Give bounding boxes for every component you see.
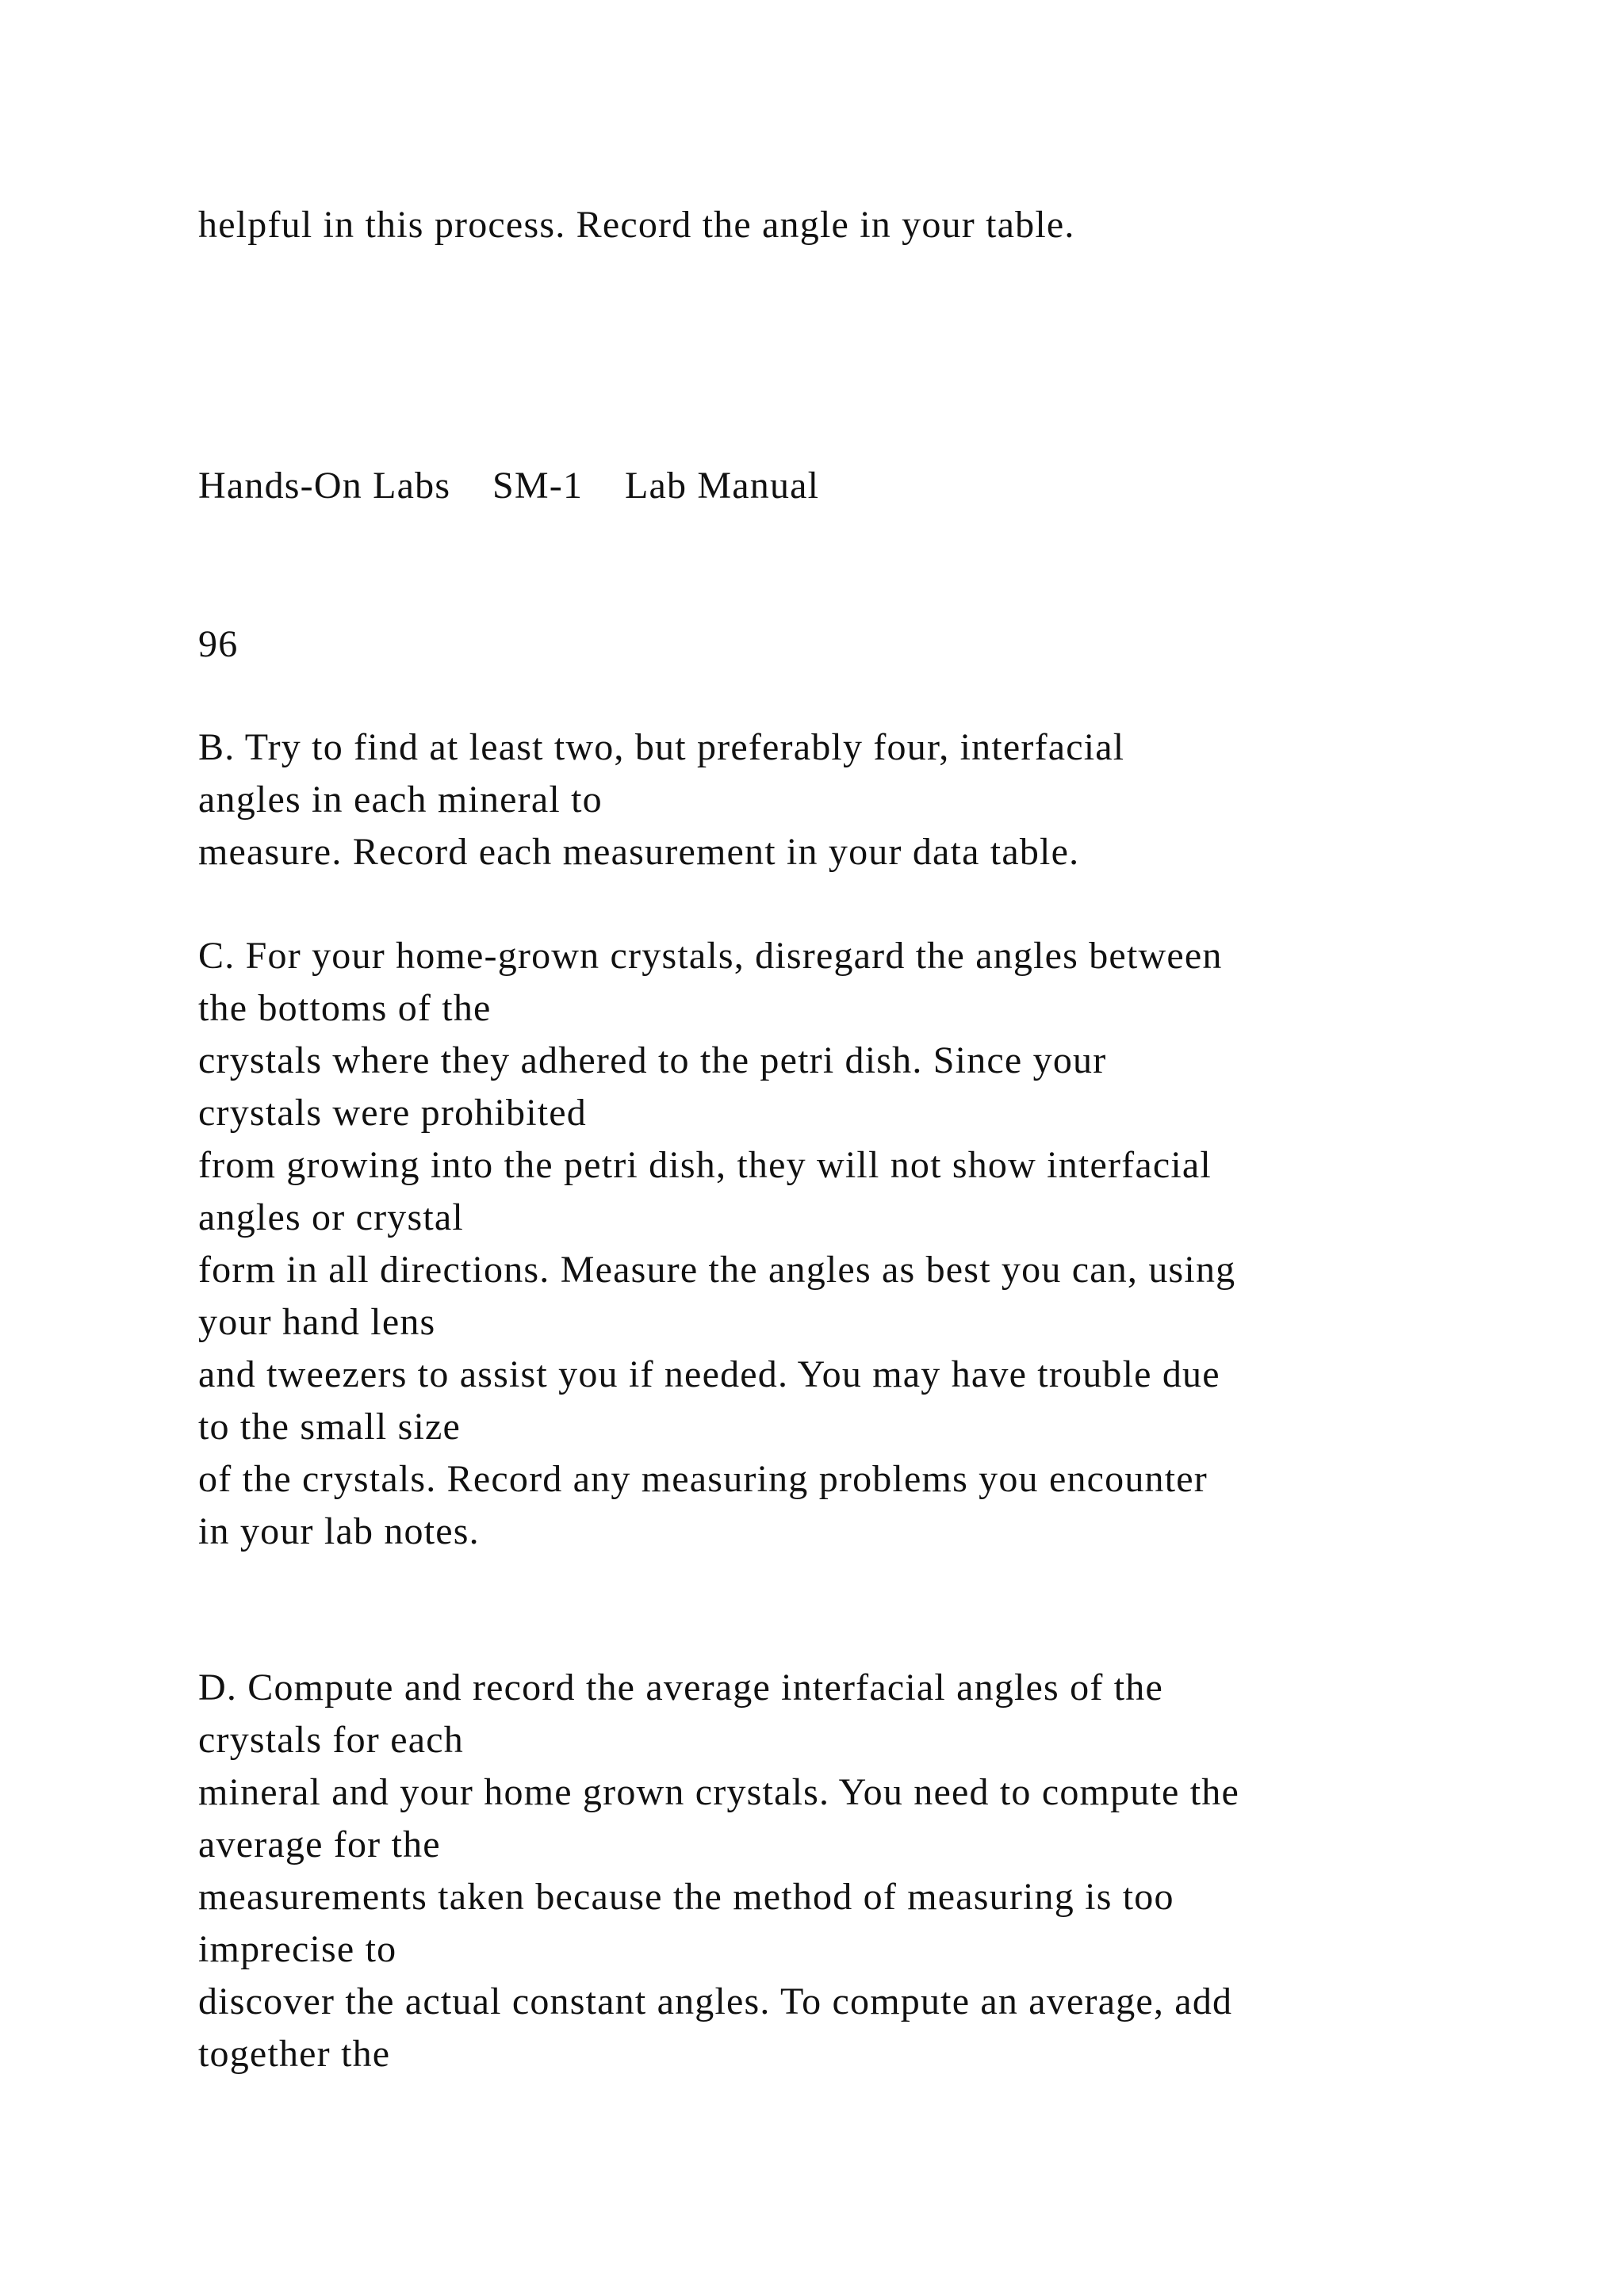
step-c-line: form in all directions. Measure the angles as best you can, using xyxy=(198,1249,1236,1291)
step-c-line: to the small size xyxy=(198,1406,461,1448)
step-b-line: measure. Record each measurement in your data table. xyxy=(198,831,1080,873)
step-d-line: mineral and your home grown crystals. You need to compute the xyxy=(198,1771,1239,1813)
step-d-line: measurements taken because the method of measuring is too xyxy=(198,1876,1174,1918)
step-c-line: C. For your home-grown crystals, disregard the angles between xyxy=(198,935,1223,977)
step-c-line: your hand lens xyxy=(198,1301,436,1343)
step-c-line: from growing into the petri dish, they will not show interfacial xyxy=(198,1144,1212,1186)
step-d-line: crystals for each xyxy=(198,1719,464,1761)
running-header: Hands-On Labs SM-1 Lab Manual xyxy=(198,465,820,507)
step-d-line: D. Compute and record the average interfacial angles of the xyxy=(198,1667,1163,1709)
page-number: 96 xyxy=(198,623,239,665)
step-c-line: the bottoms of the xyxy=(198,987,492,1029)
step-d-line: together the xyxy=(198,2033,391,2075)
step-c-line: crystals were prohibited xyxy=(198,1092,587,1134)
paragraph-line: helpful in this process. Record the angle in your table. xyxy=(198,204,1075,246)
step-c-line: of the crystals. Record any measuring problems you encounter xyxy=(198,1458,1208,1500)
step-b-line: B. Try to find at least two, but preferably four, interfacial xyxy=(198,726,1125,768)
step-c-line: angles or crystal xyxy=(198,1196,464,1238)
step-c-line: crystals where they adhered to the petri dish. Since your xyxy=(198,1039,1107,1081)
step-d-line: imprecise to xyxy=(198,1928,397,1970)
step-c-line: in your lab notes. xyxy=(198,1510,480,1552)
step-b-line: angles in each mineral to xyxy=(198,779,603,821)
step-d-line: average for the xyxy=(198,1823,441,1866)
step-c-line: and tweezers to assist you if needed. You may have trouble due xyxy=(198,1353,1220,1395)
step-d-line: discover the actual constant angles. To compute an average, add xyxy=(198,1980,1233,2022)
